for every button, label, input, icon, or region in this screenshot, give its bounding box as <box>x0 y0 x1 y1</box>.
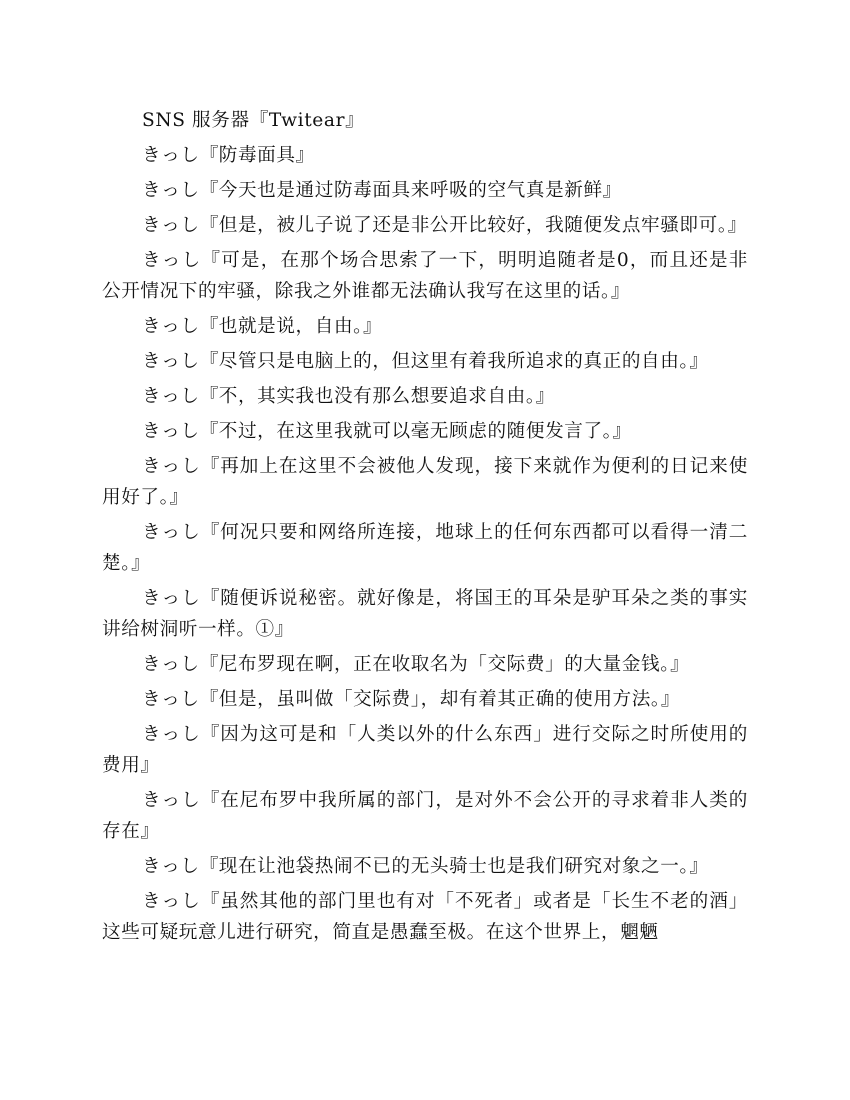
paragraph: きっし『防毒面具』 <box>142 145 315 166</box>
paragraph: きっし『尼布罗现在啊，正在收取名为「交际费」的大量金钱。』 <box>142 654 690 675</box>
paragraph: きっし『在尼布罗中我所属的部门，是对外不会公开的寻求着非人类的存在』 <box>102 790 748 842</box>
paragraph-sns-header: SNS 服务器『Twitear』 <box>142 110 365 131</box>
paragraph: きっし『再加上在这里不会被他人发现，接下来就作为便利的日记来使用好了。』 <box>102 456 748 508</box>
paragraph: きっし『随便诉说秘密。就好像是，将国王的耳朵是驴耳朵之类的事实讲给树洞听一样。①』 <box>102 588 748 640</box>
paragraph: きっし『现在让池袋热闹不已的无头骑士也是我们研究对象之一。』 <box>142 856 709 877</box>
paragraph: きっし『但是，被儿子说了还是非公开比较好，我随便发点牢骚即可。』 <box>142 215 747 236</box>
paragraph: きっし『虽然其他的部门里也有对「不死者」或者是「长生不老的酒」这些可疑玩意儿进行研究，简直是愚蠢至极。在这个世界上，魍魉 <box>102 891 748 943</box>
paragraph: きっし『今天也是通过防毒面具来呼吸的空气真是新鲜』 <box>142 180 622 201</box>
paragraph: きっし『但是，虽叫做「交际费」，却有着其正确的使用方法。』 <box>142 689 681 710</box>
paragraph: きっし『也就是说，自由。』 <box>142 316 383 337</box>
document-page <box>102 105 748 952</box>
paragraph: きっし『因为这可是和「人类以外的什么东西」进行交际之时所使用的费用』 <box>102 724 748 776</box>
paragraph: きっし『何况只要和网络所连接，地球上的任何东西都可以看得一清二楚。』 <box>102 522 748 574</box>
paragraph: きっし『尽管只是电脑上的，但这里有着我所追求的真正的自由。』 <box>142 351 709 372</box>
paragraph: きっし『可是，在那个场合思索了一下，明明追随者是0，而且还是非公开情况下的牢骚，除我之外谁都无法确认我写在这里的话。』 <box>102 250 748 302</box>
paragraph: きっし『不，其实我也没有那么想要追求自由。』 <box>142 386 555 407</box>
paragraph: きっし『不过，在这里我就可以毫无顾虑的随便发言了。』 <box>142 421 632 442</box>
